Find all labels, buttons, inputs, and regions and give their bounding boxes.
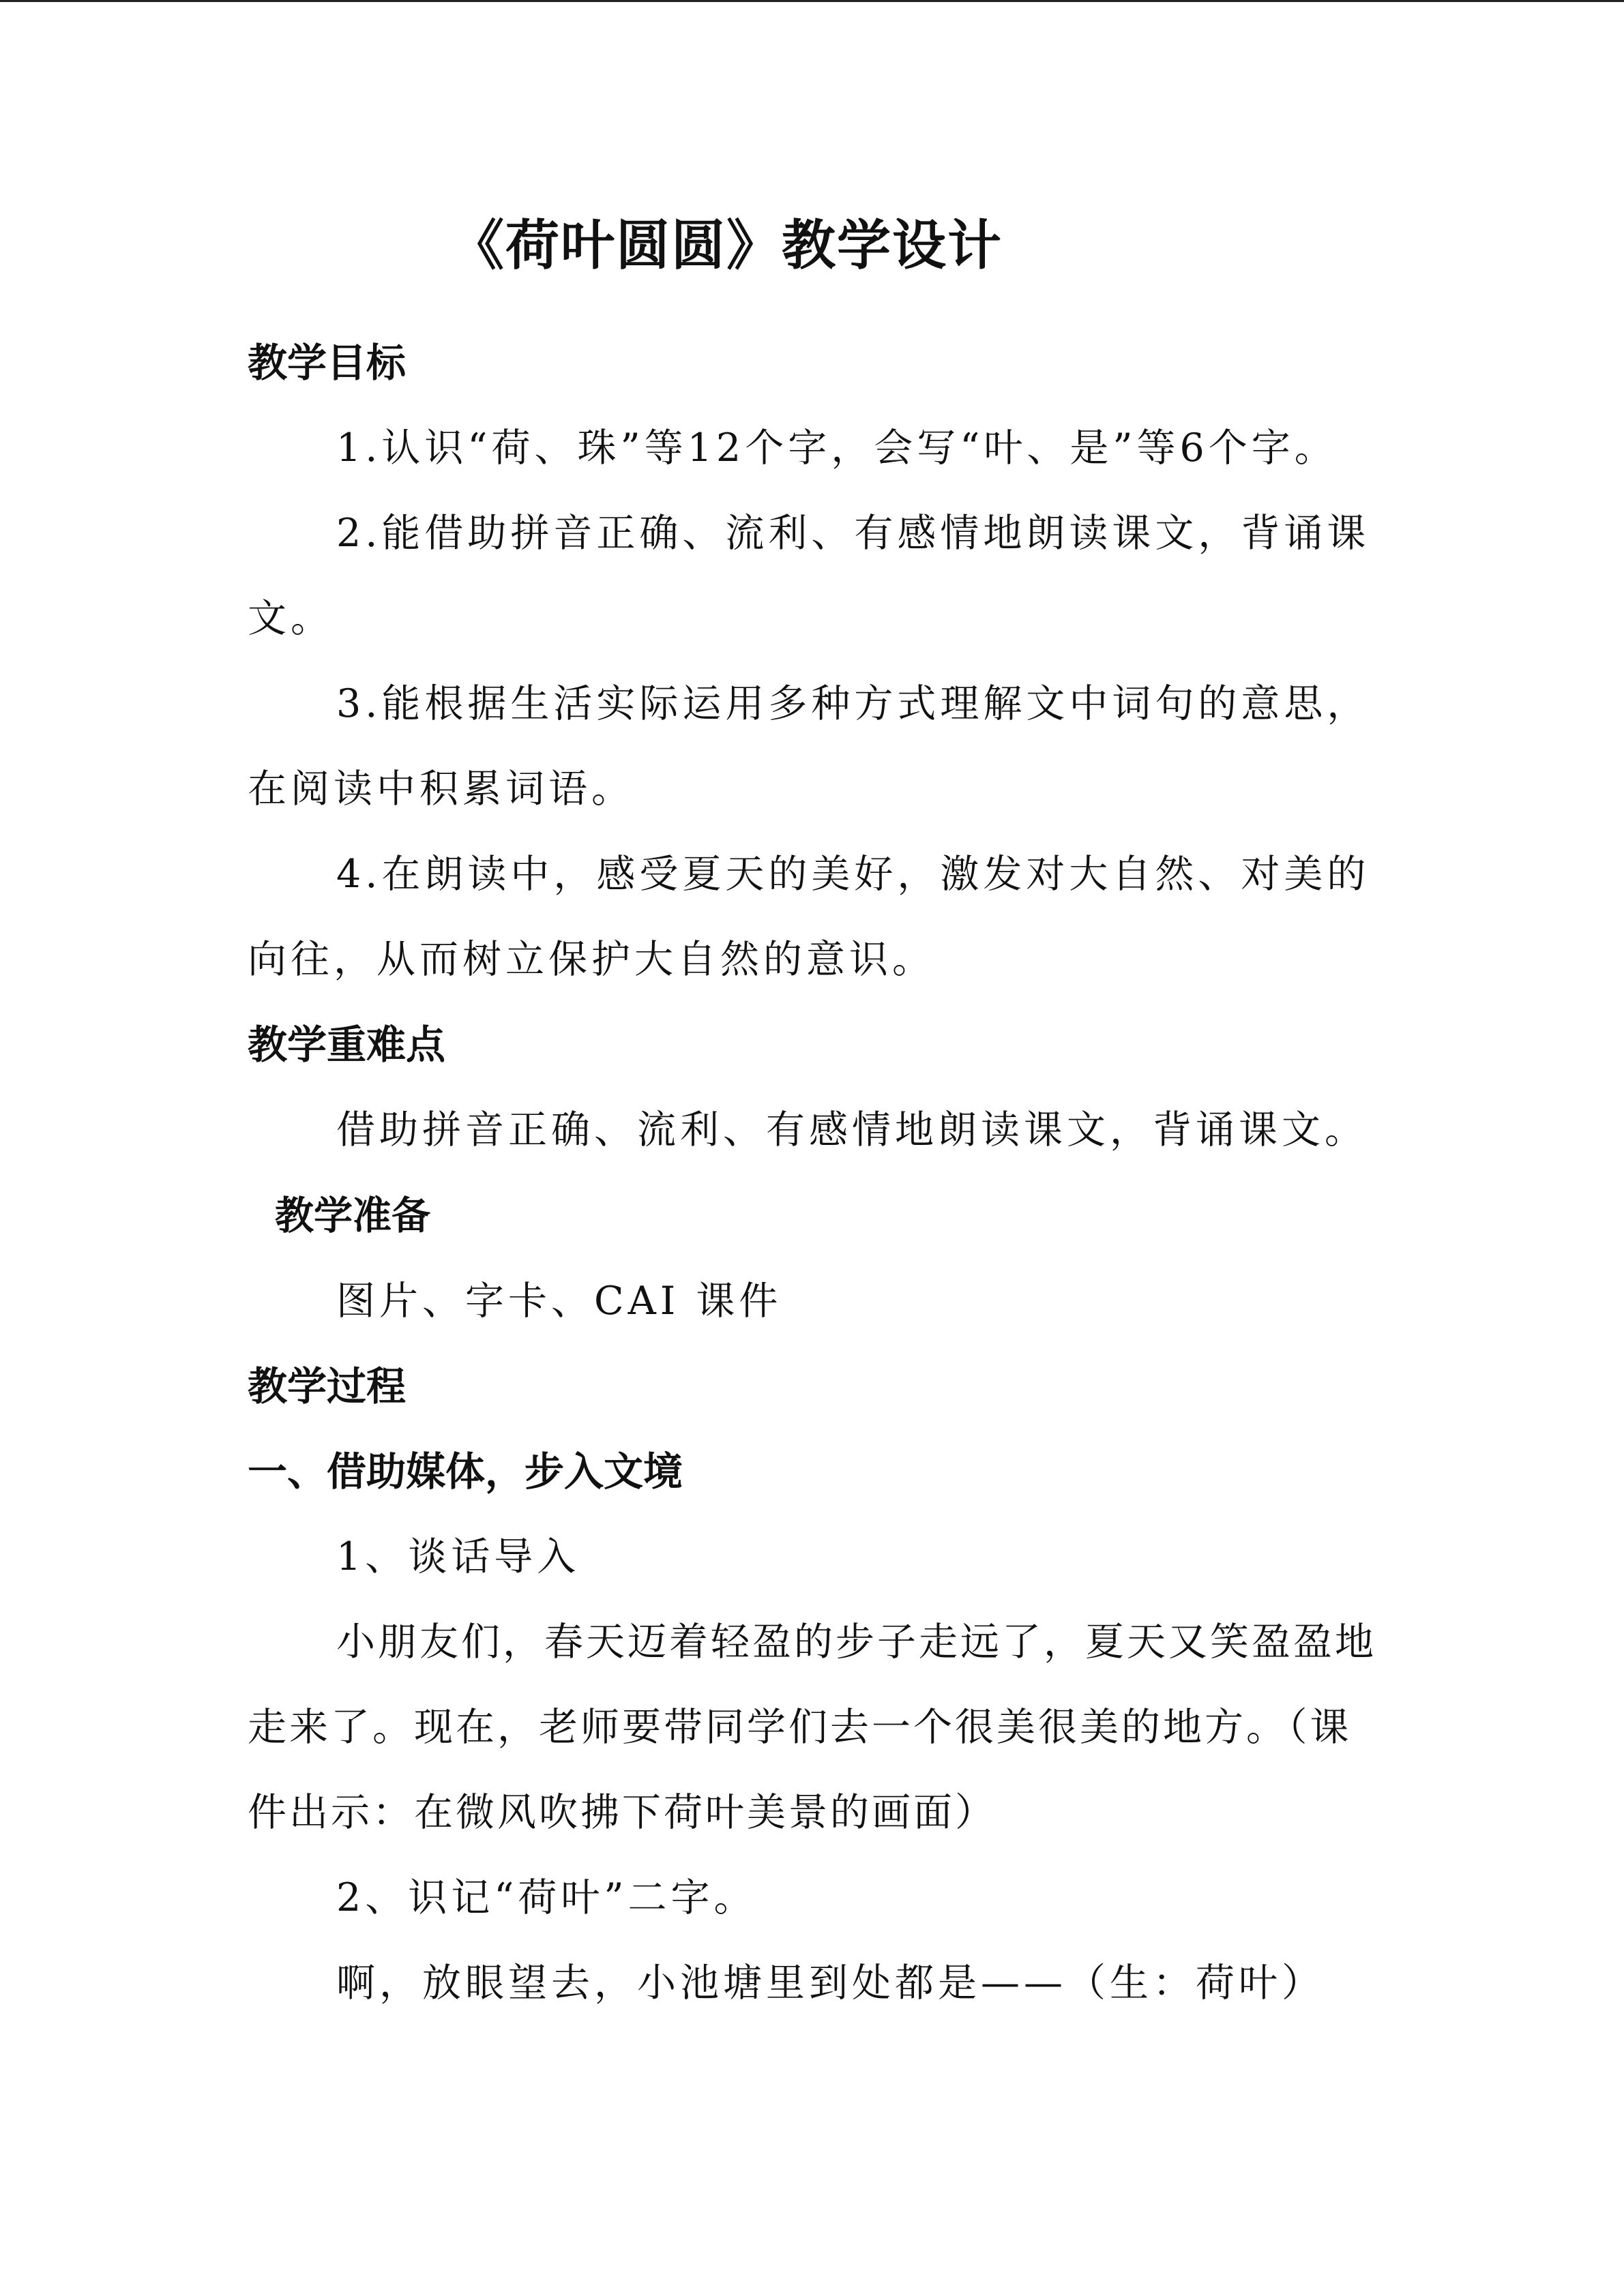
step2-text: 啊，放眼望去，小池塘里到处都是——（生：荷叶） xyxy=(336,1960,1325,2006)
step1-text: 小朋友们，春天迈着轻盈的步子走远了，夏天又笑盈盈地走来了。现在，老师要带同学们去一个很美很美的地方。（课件出示：在微风吹拂下荷叶美景的画面） xyxy=(248,1620,1376,1835)
key-points-heading: 教学重难点 xyxy=(248,1022,446,1068)
objective-item: 2.能借助拼音正确、流利、有感情地朗读课文，背诵课文。 xyxy=(248,511,1370,641)
preparation-heading: 教学准备 xyxy=(275,1193,430,1238)
objective-item: 3.能根据生活实际运用多种方式理解文中词句的意思，在阅读中积累词语。 xyxy=(248,681,1370,811)
objectives-heading: 教学目标 xyxy=(248,340,407,386)
document-page xyxy=(248,198,1380,2026)
objective-item: 4.在朗读中，感受夏天的美好，激发对大自然、对美的向往，从而树立保护大自然的意识。 xyxy=(248,852,1370,982)
step2-label: 2、识记“荷叶”二字。 xyxy=(336,1875,757,1920)
key-points-text xyxy=(248,1088,1380,1259)
preparation-text: 图片、字卡、CAI 课件 xyxy=(336,1279,782,1324)
part1-heading: 一、借助媒体，步入文境 xyxy=(248,1448,683,1495)
process-heading: 教学过程 xyxy=(248,1363,407,1410)
step1-label: 1、谈话导入 xyxy=(336,1534,580,1579)
key-points-body: 借助拼音正确、流利、有感情地朗读课文，背诵课文。 xyxy=(336,1107,1368,1152)
objective-item: 1.认识“荷、珠”等12个字，会写“叶、是”等6个字。 xyxy=(336,426,1338,471)
page-top-border xyxy=(0,0,1624,2)
document-title: 《荷叶圆圆》教学设计 xyxy=(450,213,1003,277)
